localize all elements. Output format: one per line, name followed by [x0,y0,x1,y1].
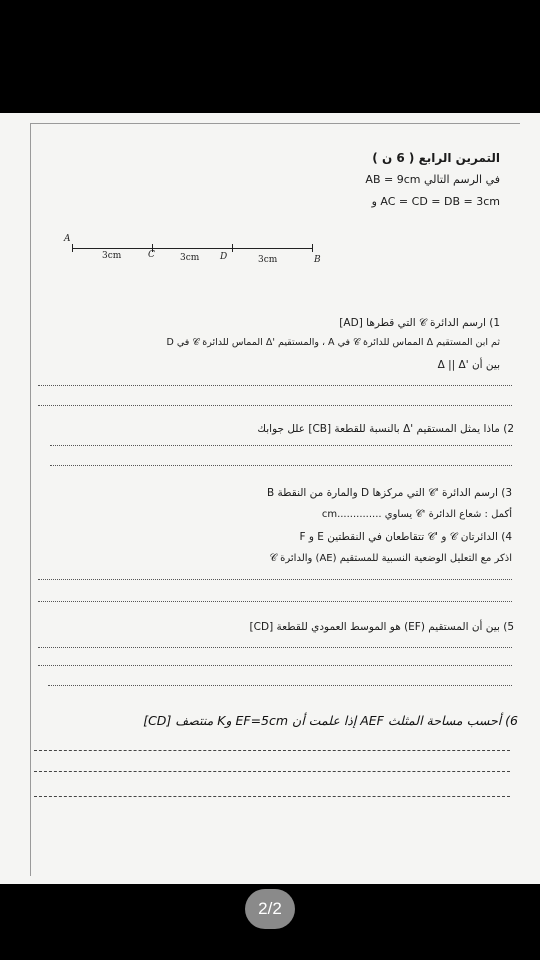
point-a-label: A [64,234,71,244]
point-d-label: D [220,252,228,262]
answer-line-6c [34,796,510,797]
answer-line-6b [34,771,510,772]
answer-line-2b [50,465,512,466]
question-4-line-2: اذكر مع التعليل الوضعية النسبية للمستقيم (AE) والدائرة 𝒞 [269,553,512,564]
question-1-line-3: بين أن 'Δ || Δ [437,359,500,371]
given-line-2: AC = CD = DB = 3cm و [371,195,500,208]
segment-cd-length: 3cm [180,253,200,263]
segment-ac-length: 3cm [102,251,122,261]
question-2: 2) ماذا يمثل المستقيم 'Δ بالنسبة للقطعة [CB] علل جوابك [257,423,514,435]
question-3-line-2: أكمل : شعاع الدائرة '𝒞 يساوي ..............cm [321,509,512,520]
question-4-line-1: 4) الدائرتان 𝒞 و '𝒞 تتقاطعان في النقطتين E و F [299,531,512,543]
question-6-handwritten: 6) أحسب مساحة المثلث AEF إذا علمت أن EF=5cm وK منتصف [CD] [143,713,518,728]
question-5: 5) بين أن المستقيم (EF) هو الموسط العمودي للقطعة [CD] [249,621,514,633]
tick-d [232,244,233,252]
answer-line-6a [34,750,510,751]
answer-line-4a [38,579,512,580]
question-3-line-1: 3) ارسم الدائرة '𝒞 التي مركزها D والمارة من النقطة B [266,487,512,499]
answer-line-5a [38,647,512,648]
answer-line-1a [38,385,512,386]
segment-db-length: 3cm [258,255,278,265]
question-1-line-1: 1) ارسم الدائرة 𝒞 التي قطرها [AD] [339,317,500,329]
exercise-title: التمرين الرابع ( 6 ن ) [372,151,500,165]
point-b-label: B [314,255,321,265]
answer-line-5b [38,665,512,666]
answer-line-1b [38,405,512,406]
tick-b [312,244,313,252]
answer-line-4b [38,601,512,602]
answer-line-5c [48,685,512,686]
segment-figure [60,234,330,281]
worksheet-page [0,113,540,884]
page-indicator: 2/2 [245,889,295,929]
answer-line-2a [50,445,512,446]
tick-a [72,244,73,252]
question-1-line-2: ثم ابن المستقيم Δ المماس للدائرة 𝒞 في A ، والمستقيم 'Δ المماس للدائرة 𝒞 في D [166,337,500,348]
given-line-1: في الرسم التالي AB = 9cm [365,173,500,186]
segment-line [72,248,312,249]
point-c-label: C [148,250,155,260]
